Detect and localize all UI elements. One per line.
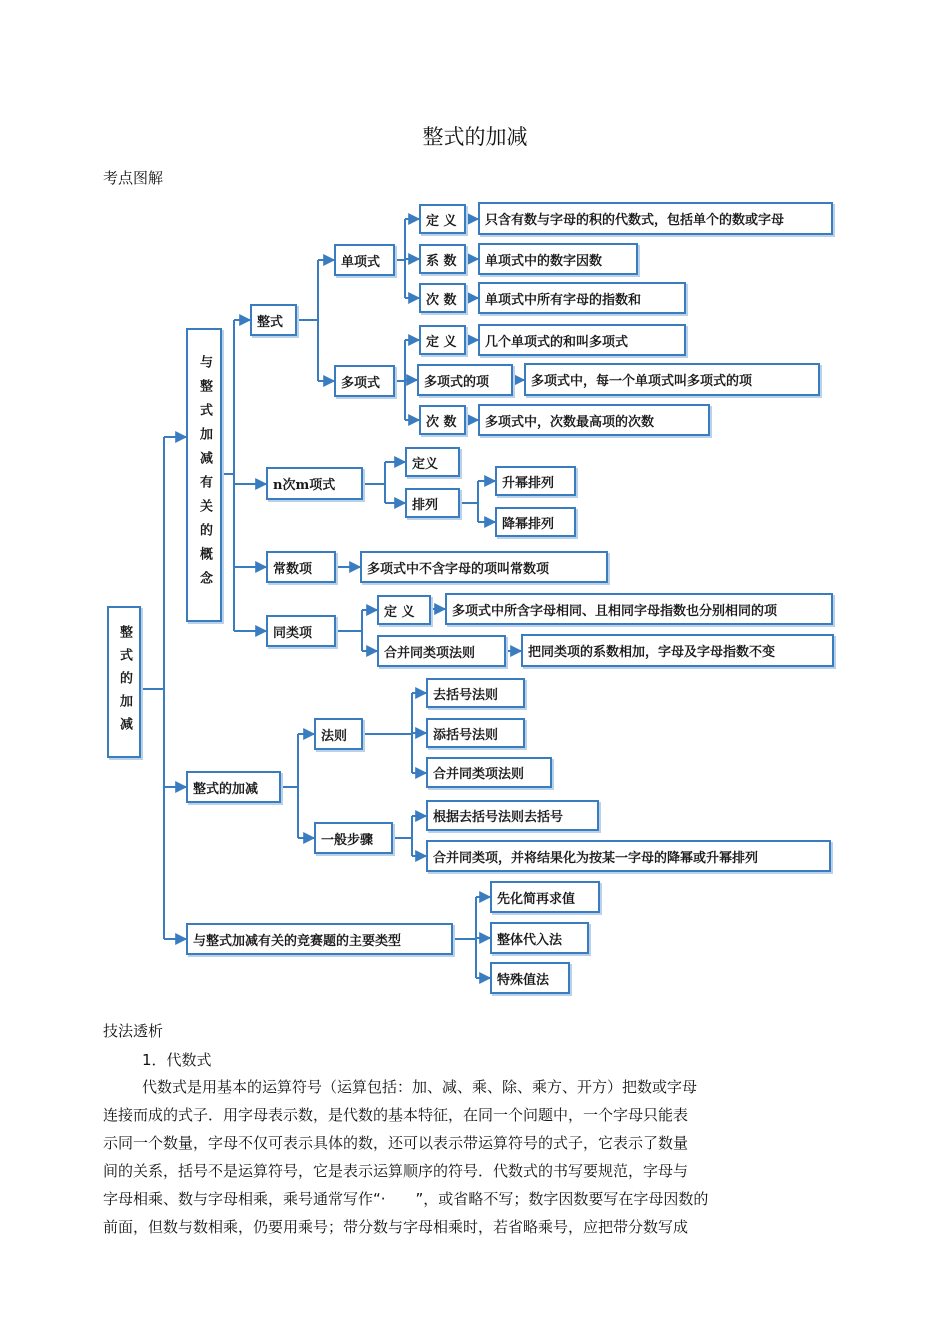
section-heading-diagram: 考点图解 [103, 169, 164, 187]
subheading-algebraic-expression: 1．代数式 [142, 1051, 212, 1069]
paragraph-line: 字母相乘、数与字母相乘，乘号通常写作“· ”，或省略不写；数字因数要写在字母因数的 [103, 1190, 709, 1208]
rule-combine-like: 合并同类项法则 [426, 757, 552, 788]
duoxiangshi-node: 多项式 [334, 365, 395, 397]
like-rule-text: 把同类项的系数相加，字母及字母指数不变 [521, 634, 834, 667]
ascending-node: 升幂排列 [495, 466, 576, 496]
paragraph-line: 前面，但数与数相乘，仍要用乘号；带分数与字母相乘时，若省略乘号，应把带分数写成 [103, 1218, 689, 1236]
paragraph-line: 代数式是用基本的运算符号（运算包括：加、减、乘、除、乘方、开方）把数或字母 [142, 1078, 698, 1096]
descending-node: 降幂排列 [495, 507, 576, 537]
paragraph-line: 示同一个数量，字母不仅可表示具体的数，还可以表示带运算符号的式子，它表示了数量 [103, 1134, 689, 1152]
root-node [107, 606, 141, 758]
rule-add-brackets: 添括号法则 [426, 718, 525, 748]
danxiangshi-node: 单项式 [334, 244, 395, 276]
rule-remove-brackets: 去括号法则 [426, 678, 525, 708]
like-rule-node: 合并同类项法则 [377, 635, 506, 667]
mono-def-node: 定 义 [419, 204, 466, 234]
zhengshi-node: 整式 [250, 304, 297, 336]
contest-substitution: 整体代入法 [490, 922, 589, 954]
concepts-node [186, 328, 222, 622]
concepts-label: 与整式加减有关的概念 [197, 355, 212, 595]
contest-special-value: 特殊值法 [490, 962, 570, 994]
step-remove-brackets: 根据去括号法则去括号 [426, 800, 599, 831]
poly-deg-node: 次 数 [419, 405, 466, 435]
const-node: 常数项 [266, 551, 336, 583]
nm-arrange-node: 排列 [405, 488, 460, 518]
poly-term-text: 多项式中，每一个单项式叫多项式的项 [524, 363, 820, 396]
poly-deg-text: 多项式中，次数最高项的次数 [478, 404, 710, 436]
poly-def-node: 定 义 [419, 325, 466, 355]
poly-def-text: 几个单项式的和叫多项式 [478, 324, 686, 356]
contest-simplify: 先化简再求值 [490, 881, 600, 913]
mono-def-text: 只含有数与字母的积的代数式，包括单个的数或字母 [478, 202, 833, 235]
nm-def-node: 定义 [405, 447, 460, 477]
body-paragraph [103, 1073, 803, 1241]
contest-node: 与整式加减有关的竞赛题的主要类型 [186, 923, 453, 955]
root-label: 整式的加减 [117, 624, 132, 740]
like-def-text: 多项式中所含字母相同、且相同字母指数也分别相同的项 [445, 593, 833, 625]
like-def-node: 定 义 [377, 595, 431, 625]
mono-deg-text: 单项式中所有字母的指数和 [478, 282, 686, 314]
addsub-node: 整式的加减 [186, 771, 281, 803]
like-node: 同类项 [266, 615, 336, 647]
mono-coef-node: 系 数 [419, 244, 466, 274]
section-heading-techniques: 技法透析 [103, 1022, 164, 1040]
mono-deg-node: 次 数 [419, 283, 466, 313]
poly-term-node: 多项式的项 [417, 364, 513, 396]
step-combine-arrange: 合并同类项，并将结果化为按某一字母的降幂或升幂排列 [426, 840, 831, 872]
rules-node: 法则 [314, 718, 363, 750]
mono-coef-text: 单项式中的数字因数 [478, 243, 638, 275]
steps-node: 一般步骤 [314, 822, 393, 854]
paragraph-line: 间的关系，括号不是运算符号，它是表示运算顺序的符号．代数式的书写要规范，字母与 [103, 1162, 689, 1180]
nm-node: n次m项式 [266, 467, 363, 500]
const-text: 多项式中不含字母的项叫常数项 [360, 551, 608, 583]
paragraph-line: 连接而成的式子．用字母表示数，是代数的基本特征，在同一个问题中，一个字母只能表 [103, 1106, 689, 1124]
page-title: 整式的加减 [422, 125, 528, 149]
